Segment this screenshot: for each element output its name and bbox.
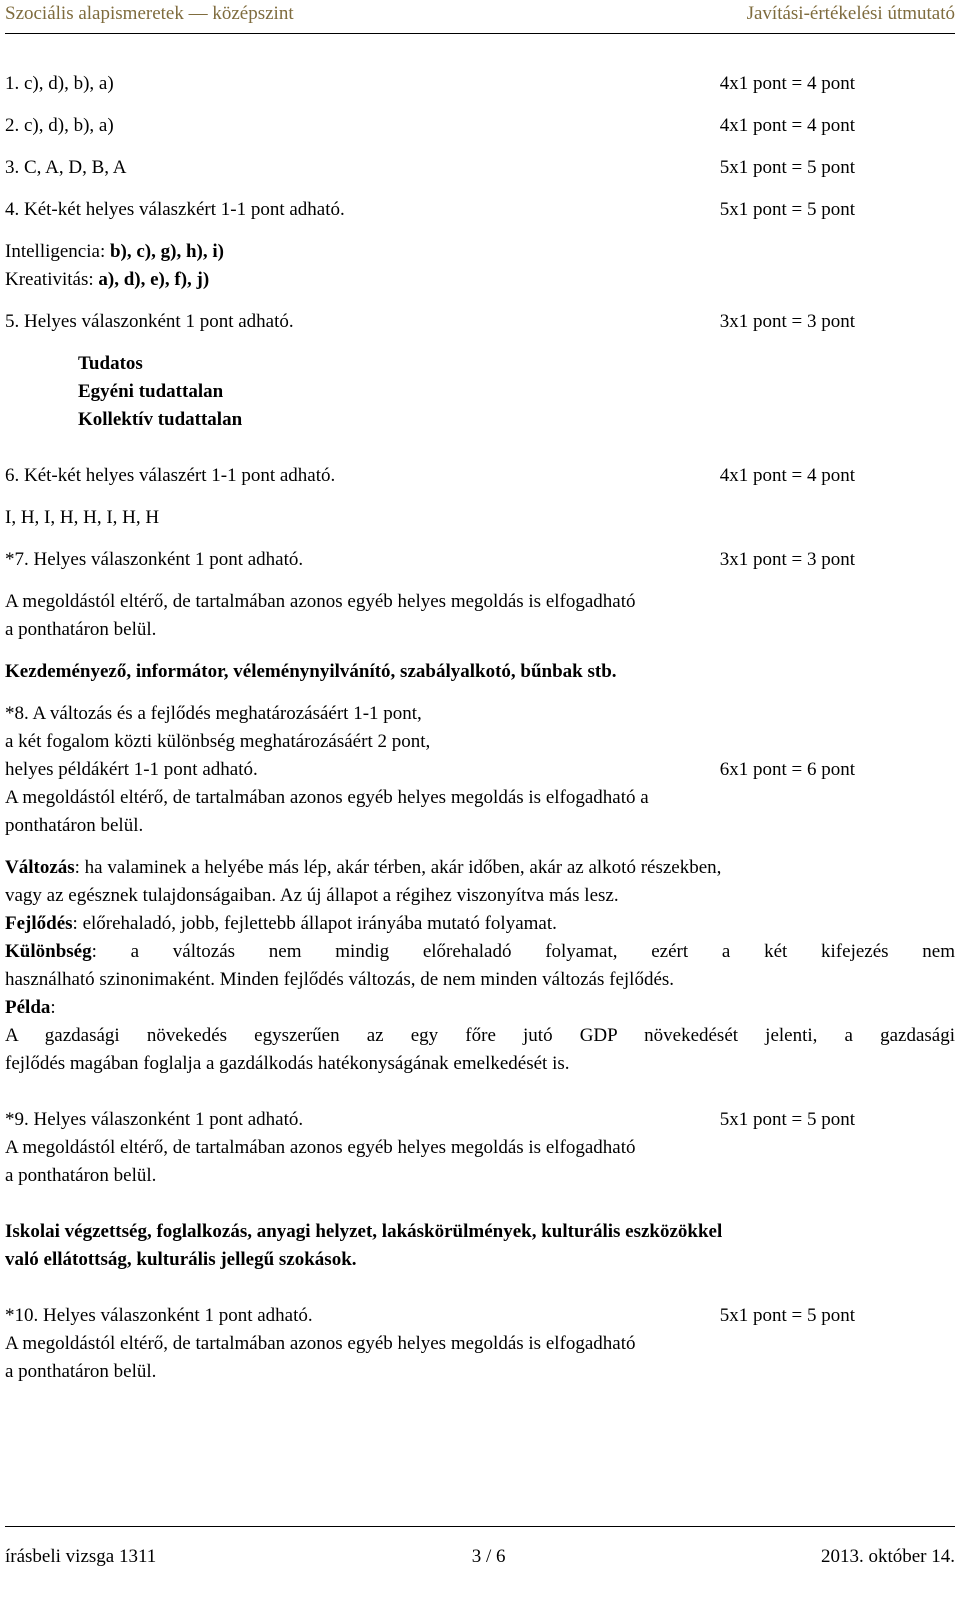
item-7 bbox=[5, 546, 855, 574]
item-3-points: 5x1 pont = 5 pont bbox=[719, 157, 855, 178]
item-9-note: a ponthatáron belül. bbox=[5, 1165, 157, 1186]
item-10 bbox=[5, 1302, 855, 1330]
item-10-answer: *10. Helyes válaszonként 1 pont adható. bbox=[5, 1305, 313, 1326]
item-8-line: a két fogalom közti különbség meghatározásáért 2 pont, bbox=[5, 731, 431, 752]
item-10-note: a ponthatáron belül. bbox=[5, 1361, 157, 1382]
item-5-list-item: Tudatos bbox=[78, 353, 143, 374]
item-7-note: a ponthatáron belül. bbox=[5, 619, 157, 640]
item-8-pelda: A gazdasági növekedés egyszerűen az egy főre jutó GDP növekedését jelenti, a gazdasági bbox=[5, 1025, 955, 1046]
item-3 bbox=[5, 154, 855, 182]
item-2-points: 4x1 pont = 4 pont bbox=[719, 115, 855, 136]
item-10-note: A megoldástól eltérő, de tartalmában azonos egyéb helyes megoldás is elfogadható bbox=[5, 1333, 636, 1354]
item-8-points: 6x1 pont = 6 pont bbox=[719, 759, 855, 780]
answer-key bbox=[5, 70, 955, 1386]
item-8-kulonbseg-cont: használható szinonimaként. Minden fejlődés változás, de nem minden változás fejlődés. bbox=[5, 969, 675, 990]
item-9 bbox=[5, 1106, 855, 1134]
item-3-answer: 3. C, A, D, B, A bbox=[5, 157, 127, 178]
footer-left: írásbeli vizsga 1311 bbox=[5, 1546, 157, 1567]
item-5-list-item: Egyéni tudattalan bbox=[78, 381, 224, 402]
item-8-line: *8. A változás és a fejlődés meghatározásáért 1-1 pont, bbox=[5, 703, 422, 724]
item-9-answer: *9. Helyes válaszonként 1 pont adható. bbox=[5, 1109, 304, 1130]
item-7-note: A megoldástól eltérő, de tartalmában azonos egyéb helyes megoldás is elfogadható bbox=[5, 591, 636, 612]
item-1-points: 4x1 pont = 4 pont bbox=[719, 73, 855, 94]
item-4-kreativitas: Kreativitás: a), d), e), f), j) bbox=[5, 269, 210, 290]
page-number: 3 / 6 bbox=[471, 1546, 506, 1567]
footer-rule bbox=[5, 1526, 955, 1527]
item-6-solution: I, H, I, H, H, I, H, H bbox=[5, 507, 160, 528]
item-9-note: A megoldástól eltérő, de tartalmában azonos egyéb helyes megoldás is elfogadható bbox=[5, 1137, 636, 1158]
item-7-answer: *7. Helyes válaszonként 1 pont adható. bbox=[5, 549, 304, 570]
item-6 bbox=[5, 462, 855, 490]
item-8-valtozas: Változás: ha valaminek a helyébe más lép, akár térben, akár időben, akár az alkotó részekben, bbox=[5, 857, 722, 878]
item-8-points-row: helyes példákért 1-1 pont adható. 6x1 pont = 6 pont bbox=[5, 756, 855, 784]
item-5 bbox=[5, 308, 855, 336]
item-9-solution-cont: való ellátottság, kulturális jellegű szokások. bbox=[5, 1249, 357, 1270]
item-5-list-item: Kollektív tudattalan bbox=[78, 409, 243, 430]
item-8-fejlodes: Fejlődés: előrehaladó, jobb, fejlettebb állapot irányába mutató folyamat. bbox=[5, 913, 557, 934]
item-8-kulonbseg: Különbség: a változás nem mindig előrehaladó folyamat, ezért a két kifejezés nem bbox=[5, 941, 955, 962]
item-8-valtozas-cont: vagy az egésznek tulajdonságaiban. Az új állapot a régihez viszonyítva más lesz. bbox=[5, 885, 619, 906]
item-6-points: 4x1 pont = 4 pont bbox=[719, 465, 855, 486]
header-right: Javítási-értékelési útmutató bbox=[746, 3, 955, 24]
item-8-note: ponthatáron belül. bbox=[5, 815, 144, 836]
footer-date: 2013. október 14. bbox=[820, 1546, 955, 1567]
item-10-points: 5x1 pont = 5 pont bbox=[719, 1305, 855, 1326]
item-7-points: 3x1 pont = 3 pont bbox=[719, 549, 855, 570]
item-4-answer: 4. Két-két helyes válaszkért 1-1 pont adható. bbox=[5, 199, 345, 220]
item-1 bbox=[5, 70, 855, 98]
page-header bbox=[5, 0, 955, 32]
item-4-intelligencia: Intelligencia: b), c), g), h), i) bbox=[5, 241, 224, 262]
item-5-answer: 5. Helyes válaszonként 1 pont adható. bbox=[5, 311, 294, 332]
item-9-points: 5x1 pont = 5 pont bbox=[719, 1109, 855, 1130]
item-8-pelda-cont: fejlődés magában foglalja a gazdálkodás hatékonyságának emelkedését is. bbox=[5, 1053, 570, 1074]
item-1-answer: 1. c), d), b), a) bbox=[5, 73, 114, 94]
item-6-answer: 6. Két-két helyes válaszért 1-1 pont adható. bbox=[5, 465, 336, 486]
item-4-points: 5x1 pont = 5 pont bbox=[719, 199, 855, 220]
item-2-answer: 2. c), d), b), a) bbox=[5, 115, 114, 136]
header-left: Szociális alapismeretek — középszint bbox=[5, 3, 294, 24]
item-8-pelda-label: Példa: bbox=[5, 997, 56, 1018]
page-footer bbox=[5, 1543, 955, 1571]
item-4 bbox=[5, 196, 855, 224]
header-rule bbox=[5, 33, 955, 34]
item-7-solution: Kezdeményező, informátor, véleménynyilvánító, szabályalkotó, bűnbak stb. bbox=[5, 661, 617, 682]
item-9-solution: Iskolai végzettség, foglalkozás, anyagi helyzet, lakáskörülmények, kulturális eszközökkel bbox=[5, 1221, 723, 1242]
item-2 bbox=[5, 112, 855, 140]
item-8-note: A megoldástól eltérő, de tartalmában azonos egyéb helyes megoldás is elfogadható a bbox=[5, 787, 649, 808]
item-5-points: 3x1 pont = 3 pont bbox=[719, 311, 855, 332]
